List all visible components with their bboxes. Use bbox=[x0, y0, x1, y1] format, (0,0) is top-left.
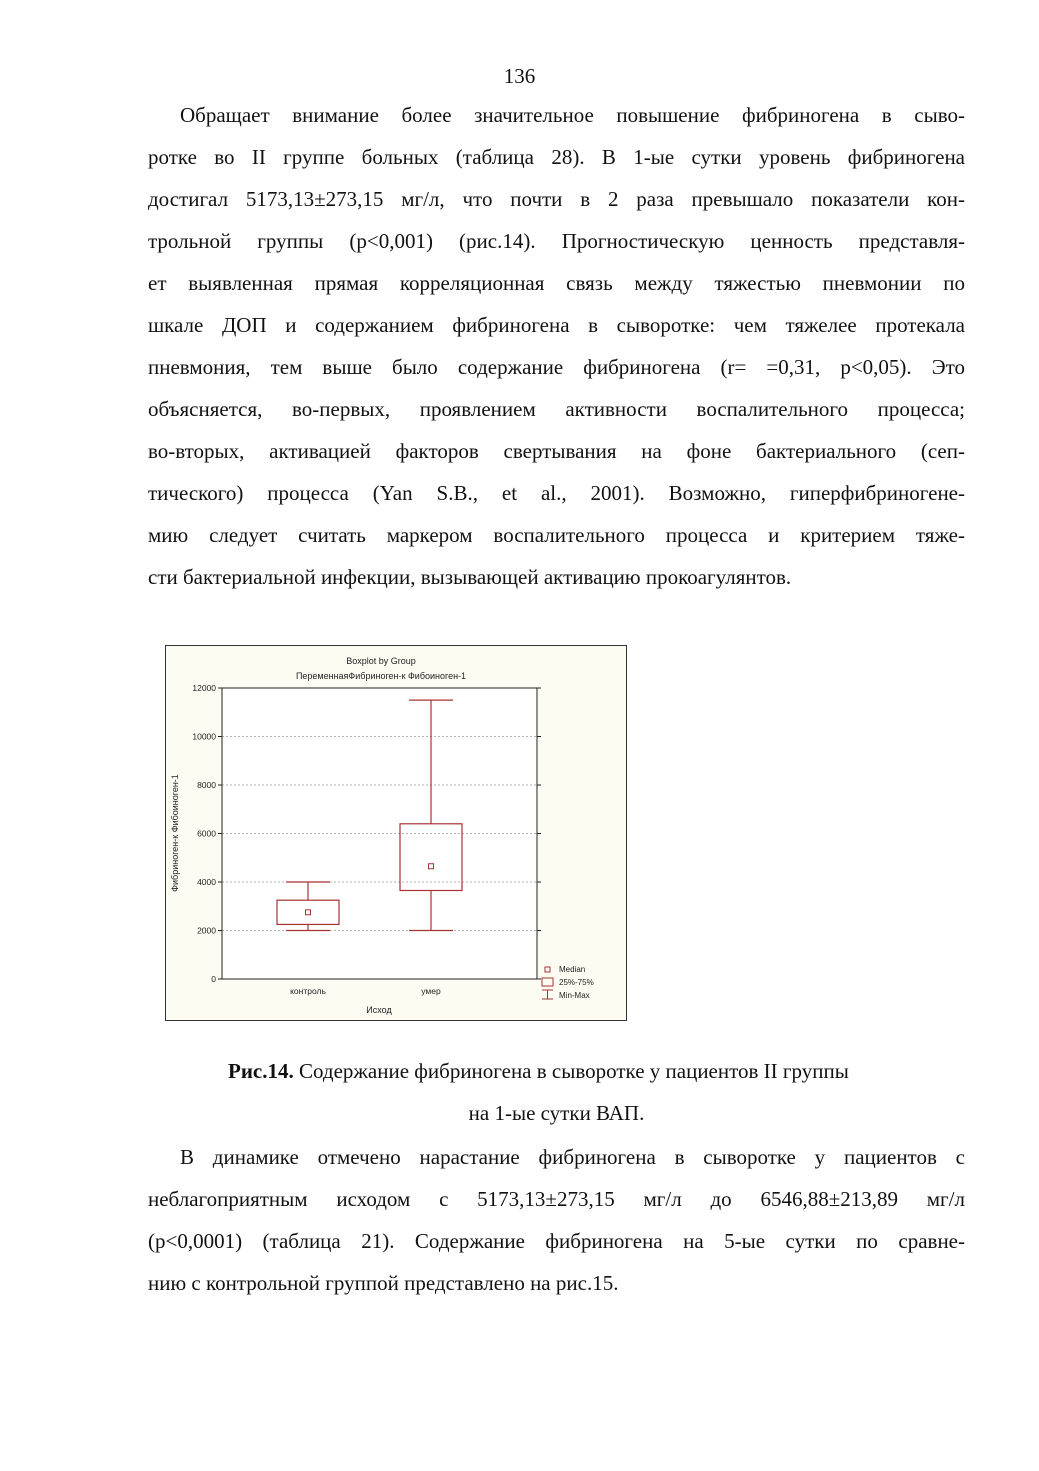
legend-entry: Median bbox=[559, 965, 586, 974]
boxplot-chart bbox=[165, 645, 627, 1021]
text-line: Обращает внимание более значительное повышение фибриногена в сыво- bbox=[180, 103, 965, 127]
figure-boxplot bbox=[165, 645, 627, 1021]
y-tick-label: 6000 bbox=[197, 828, 216, 839]
paragraph-2 bbox=[148, 1136, 965, 1304]
text-line: мию следует считать маркером воспалительного процесса и критерием тяже- bbox=[148, 523, 965, 547]
figure-caption bbox=[148, 1050, 965, 1134]
y-tick-label: 2000 bbox=[197, 925, 216, 936]
x-axis-label: Исход bbox=[366, 1005, 392, 1015]
y-tick-label: 4000 bbox=[197, 877, 216, 887]
text-line: пневмония, тем выше было содержание фибриногена (r= =0,31, р<0,05). Это bbox=[148, 355, 965, 379]
text-line: сти бактериальной инфекции, вызывающей активацию прокоагулянтов. bbox=[148, 565, 792, 589]
text-line: (р<0,0001) (таблица 21). Содержание фибриногена на 5-ые сутки по сравне- bbox=[148, 1229, 965, 1253]
chart-subtitle: ПеременнаяФибриноген-к Фибоиноген-1 bbox=[295, 671, 467, 681]
page-number: 136 bbox=[503, 64, 536, 88]
y-tick-label: 8000 bbox=[197, 780, 216, 790]
text-line: трольной группы (р<0,001) (рис.14). Прогностическую ценность представля- bbox=[148, 229, 965, 253]
text-line: ет выявленная прямая корреляционная связь между тяжестью пневмонии по bbox=[148, 271, 965, 295]
legend-entry: Min-Max bbox=[559, 991, 590, 1000]
text-line: достигал 5173,13±273,15 мг/л, что почти в 2 раза превышало показатели кон- bbox=[148, 187, 965, 211]
y-tick-label: 0 bbox=[211, 974, 216, 984]
text-line: неблагоприятным исходом с 5173,13±273,15 мг/л до 6546,88±213,89 мг/л bbox=[148, 1187, 965, 1211]
caption-line-2: на 1-ые сутки ВАП. bbox=[468, 1101, 645, 1125]
y-axis-label: Фибриноген-к Фибоиноген-1 bbox=[170, 774, 180, 892]
median-marker bbox=[306, 910, 311, 915]
text-line: объясняется, во-первых, проявлением активности воспалительного процесса; bbox=[148, 397, 965, 421]
legend-entry: 25%-75% bbox=[559, 978, 594, 987]
text-line: во-вторых, активацией факторов свертывания на фоне бактериального (сеп- bbox=[148, 439, 965, 463]
median-marker bbox=[429, 864, 434, 869]
y-tick-label: 12000 bbox=[192, 683, 216, 693]
x-tick-label: умер bbox=[421, 986, 441, 996]
text-line: тического) процесса (Yan S.B., et al., 2001). Возможно, гиперфибриногене- bbox=[148, 481, 965, 505]
paragraph-1 bbox=[148, 94, 965, 598]
text-line: нию с контрольной группой представлено на рис.15. bbox=[148, 1271, 619, 1295]
text-line: ротке во II группе больных (таблица 28). В 1-ые сутки уровень фибриногена bbox=[148, 145, 965, 169]
text-line: В динамике отмечено нарастание фибриногена в сыворотке у пациентов с bbox=[180, 1145, 965, 1169]
chart-title: Boxplot by Group bbox=[346, 656, 416, 666]
plot-area bbox=[192, 683, 541, 996]
caption-line-1 bbox=[148, 1050, 965, 1092]
legend-median-symbol bbox=[545, 967, 550, 972]
x-tick-label: контроль bbox=[290, 986, 326, 996]
y-tick-label: 10000 bbox=[192, 731, 216, 742]
caption-text: Содержание фибриногена в сыворотке у пациентов II группы bbox=[293, 1059, 849, 1083]
caption-label: Рис.14. bbox=[228, 1059, 294, 1083]
text-line: шкале ДОП и содержанием фибриногена в сыворотке: чем тяжелее протекала bbox=[148, 313, 965, 337]
